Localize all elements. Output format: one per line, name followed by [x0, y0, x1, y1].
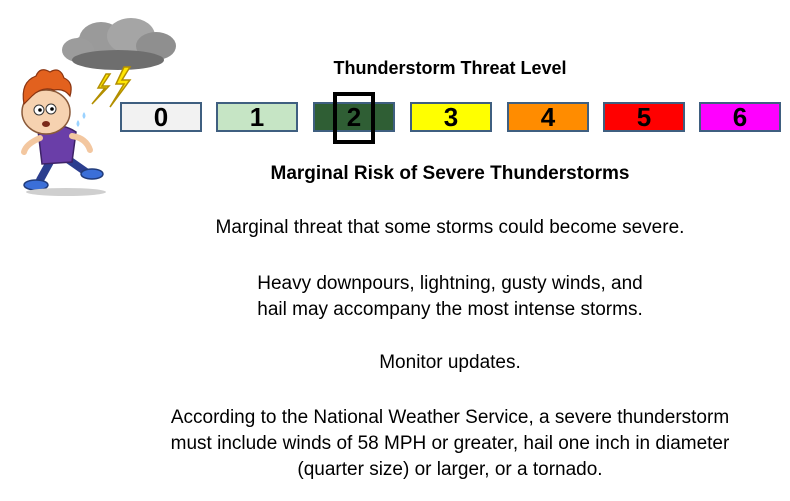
- hazards-line-2: hail may accompany the most intense storms.: [257, 299, 643, 320]
- level-box-5: [603, 102, 685, 132]
- level-box-6: [699, 102, 781, 132]
- level-label: 4: [540, 101, 556, 132]
- monitor-updates: Monitor updates.: [379, 352, 521, 373]
- level-box-4: [507, 102, 589, 132]
- level-box-3: [410, 102, 492, 132]
- level-label: 5: [636, 101, 652, 132]
- level-label: 6: [732, 101, 748, 132]
- level-label: 3: [443, 101, 459, 132]
- nws-definition-line-3: (quarter size) or larger, or a tornado.: [297, 459, 603, 480]
- nws-definition-line-1: According to the National Weather Service, a severe thunderstorm: [170, 407, 730, 428]
- level-box-1: [216, 102, 298, 132]
- threat-description: Marginal threat that some storms could become severe.: [215, 217, 685, 238]
- selected-level-marker: [333, 92, 375, 144]
- level-box-0: [120, 102, 202, 132]
- hazards-line-1: Heavy downpours, lightning, gusty winds, and: [257, 273, 643, 294]
- level-label: 1: [249, 101, 265, 132]
- threat-level-scale: [0, 0, 790, 160]
- risk-subtitle: Marginal Risk of Severe Thunderstorms: [270, 163, 630, 184]
- level-label: 2: [346, 101, 362, 132]
- level-label: 0: [153, 101, 169, 132]
- nws-definition-line-2: must include winds of 58 MPH or greater, hail one inch in diameter: [170, 433, 730, 454]
- threat-level-title: Thunderstorm Threat Level: [333, 58, 567, 78]
